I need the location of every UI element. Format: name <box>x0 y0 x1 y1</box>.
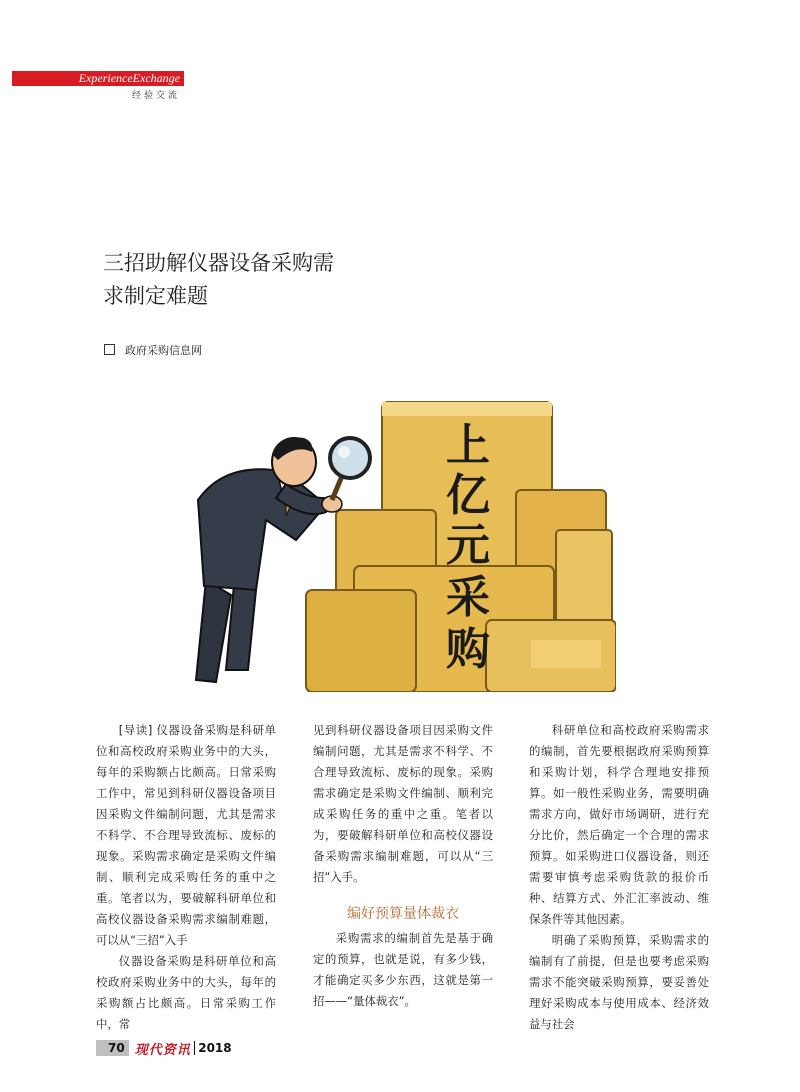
header-english: ExperienceExchange <box>78 71 180 85</box>
sign-char: 购 <box>446 624 490 675</box>
paragraph: [导读] 仪器设备采购是科研单位和高校政府采购业务中的大头，每年的采购额占比颇高。日常采购工作中，常见到科研仪器设备项目因采购文件编制问题，尤其是需求不科学、不合理导致流标、废标的现象。采购需求确定是采购文件编制、顺利完成采购任务的重中之重。笔者以为，要破解科研单位和高校仪器设备采购需求编制难题，可以从“三招”入手 <box>96 723 276 947</box>
issue-year: 2018 <box>198 1041 232 1055</box>
paragraph: 仪器设备采购是科研单位和高校政府采购业务中的大头，每年的采购额占比颇高。日常采购工作中，常 <box>96 954 276 1031</box>
text-column-2 <box>313 720 493 1012</box>
square-bullet-icon <box>104 344 115 355</box>
text-column-1 <box>96 720 276 1035</box>
header-chinese: 经验交流 <box>131 91 180 101</box>
page-number: 70 <box>96 1040 129 1056</box>
sign-char: 亿 <box>446 470 490 521</box>
illustration <box>186 380 616 692</box>
paragraph: 明确了采购预算，采购需求的编制有了前提，但是也要考虑采购需求不能突破采购预算，要妥善处理好采购成本与使用成本、经济效益与社会 <box>529 933 709 1031</box>
sign-char: 元 <box>446 520 490 571</box>
sign-char: 采 <box>446 572 490 623</box>
title-line-1: 三招助解仪器设备采购需 <box>103 252 334 275</box>
page-footer <box>96 1040 232 1056</box>
byline <box>104 342 202 358</box>
text-column-3 <box>529 720 709 1035</box>
section-heading: 编好预算量体裁衣 <box>347 906 459 922</box>
footer-divider <box>194 1041 196 1055</box>
magazine-name: 现代资讯 <box>134 1042 191 1058</box>
title-line-2: 求制定难题 <box>103 285 208 308</box>
paragraph: 见到科研仪器设备项目因采购文件编制问题，尤其是需求不科学、不合理导致流标、废标的现象。采购需求确定是采购文件编制、顺利完成采购任务的重中之重。笔者以为，要破解科研单位和高校仪器设备采购需求编制难题，可以从“三招”入手。 <box>313 723 493 884</box>
paragraph: 科研单位和高校政府采购需求的编制，首先要根据政府采购预算和采购计划，科学合理地安排预算。如一般性采购业务，需要明确需求方向，做好市场调研，进行充分比价，然后确定一个合理的需求预算。如采购进口仪器设备，则还需要审慎考虑采购货款的报价币种、结算方式、外汇汇率波动、维保条件等其他因素。 <box>529 723 709 926</box>
article-title <box>103 247 403 313</box>
sign-char: 上 <box>446 420 490 471</box>
paragraph: 采购需求的编制首先是基于确定的预算，也就是说，有多少钱，才能确定买多少东西，这就是第一招——“量体裁衣”。 <box>313 931 493 1008</box>
byline-source: 政府采购信息网 <box>125 344 202 357</box>
